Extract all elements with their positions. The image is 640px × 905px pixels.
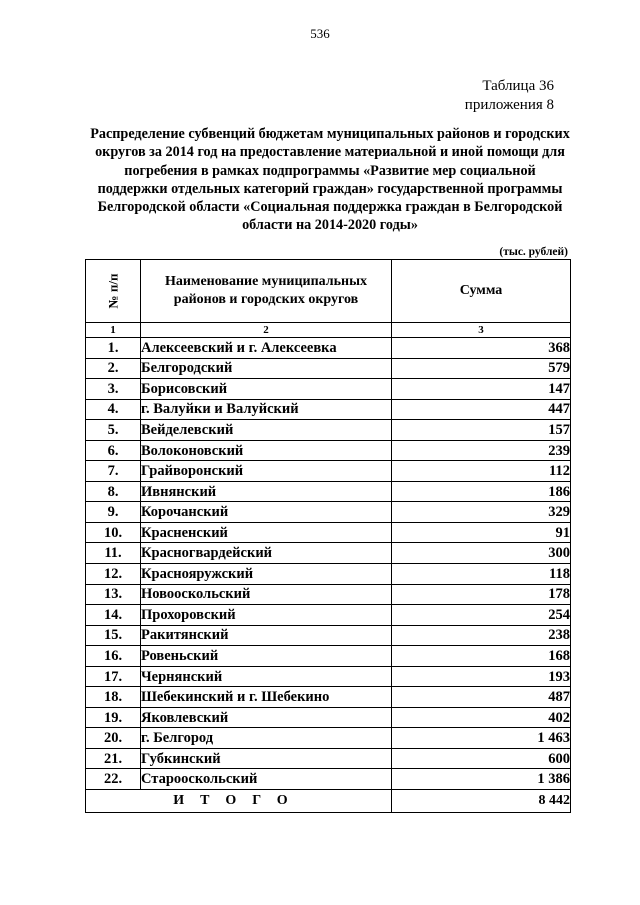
row-number: 17. — [86, 666, 141, 687]
row-district-name: Вейделевский — [141, 420, 392, 441]
row-number: 5. — [86, 420, 141, 441]
table-row — [86, 399, 571, 420]
row-sum: 157 — [392, 420, 571, 441]
row-district-name: г. Валуйки и Валуйский — [141, 399, 392, 420]
header-number — [86, 260, 141, 323]
row-number: 14. — [86, 605, 141, 626]
row-sum: 447 — [392, 399, 571, 420]
row-number: 7. — [86, 461, 141, 482]
row-sum: 238 — [392, 625, 571, 646]
row-sum: 1 463 — [392, 728, 571, 749]
row-number: 4. — [86, 399, 141, 420]
row-sum: 193 — [392, 666, 571, 687]
row-district-name: Яковлевский — [141, 707, 392, 728]
column-index: 3 — [392, 323, 571, 338]
table-row — [86, 338, 571, 359]
table-row — [86, 748, 571, 769]
row-sum: 168 — [392, 646, 571, 667]
row-number: 3. — [86, 379, 141, 400]
row-district-name: г. Белгород — [141, 728, 392, 749]
row-sum: 178 — [392, 584, 571, 605]
row-number: 21. — [86, 748, 141, 769]
row-number: 15. — [86, 625, 141, 646]
row-sum: 254 — [392, 605, 571, 626]
table-row — [86, 625, 571, 646]
header-name: Наименование муниципальных районов и городских округов — [141, 260, 392, 323]
row-number: 9. — [86, 502, 141, 523]
row-district-name: Шебекинский и г. Шебекино — [141, 687, 392, 708]
table-row — [86, 358, 571, 379]
row-sum: 329 — [392, 502, 571, 523]
units-label: (тыс. рублей) — [499, 246, 568, 258]
row-number: 19. — [86, 707, 141, 728]
row-number: 13. — [86, 584, 141, 605]
row-sum: 112 — [392, 461, 571, 482]
row-district-name: Корочанский — [141, 502, 392, 523]
header-number-label: № п/п — [105, 273, 120, 308]
table-row — [86, 769, 571, 790]
row-district-name: Алексеевский и г. Алексеевка — [141, 338, 392, 359]
table-row — [86, 379, 571, 400]
table-caption — [465, 77, 554, 115]
row-sum: 147 — [392, 379, 571, 400]
row-district-name: Красногвардейский — [141, 543, 392, 564]
table-row — [86, 605, 571, 626]
header-row — [86, 260, 571, 323]
row-sum: 300 — [392, 543, 571, 564]
table-row — [86, 646, 571, 667]
row-number: 20. — [86, 728, 141, 749]
table-row — [86, 543, 571, 564]
total-sum: 8 442 — [392, 790, 571, 813]
row-sum: 118 — [392, 564, 571, 585]
table-row — [86, 481, 571, 502]
row-district-name: Ракитянский — [141, 625, 392, 646]
row-district-name: Прохоровский — [141, 605, 392, 626]
row-district-name: Борисовский — [141, 379, 392, 400]
row-sum: 1 386 — [392, 769, 571, 790]
table-row — [86, 666, 571, 687]
column-index: 1 — [86, 323, 141, 338]
row-district-name: Ровеньский — [141, 646, 392, 667]
table-row — [86, 502, 571, 523]
caption-table-number: Таблица 36 — [482, 78, 554, 94]
table-row — [86, 584, 571, 605]
row-sum: 579 — [392, 358, 571, 379]
row-sum: 600 — [392, 748, 571, 769]
table-row — [86, 707, 571, 728]
table-row — [86, 564, 571, 585]
row-number: 22. — [86, 769, 141, 790]
row-number: 2. — [86, 358, 141, 379]
row-sum: 487 — [392, 687, 571, 708]
row-sum: 368 — [392, 338, 571, 359]
column-index-row — [86, 323, 571, 338]
row-sum: 186 — [392, 481, 571, 502]
caption-appendix: приложения 8 — [464, 97, 554, 113]
row-district-name: Губкинский — [141, 748, 392, 769]
table-row — [86, 687, 571, 708]
row-district-name: Старооскольский — [141, 769, 392, 790]
row-district-name: Краснояружский — [141, 564, 392, 585]
row-district-name: Новооскольский — [141, 584, 392, 605]
row-number: 18. — [86, 687, 141, 708]
total-row — [86, 790, 571, 813]
total-label: ИТОГО — [86, 790, 392, 813]
row-number: 1. — [86, 338, 141, 359]
row-sum: 402 — [392, 707, 571, 728]
row-number: 12. — [86, 564, 141, 585]
row-district-name: Волоконовский — [141, 440, 392, 461]
row-sum: 91 — [392, 522, 571, 543]
row-number: 10. — [86, 522, 141, 543]
page-number: 536 — [310, 26, 330, 41]
row-number: 8. — [86, 481, 141, 502]
table-row — [86, 420, 571, 441]
row-district-name: Белгородский — [141, 358, 392, 379]
row-number: 11. — [86, 543, 141, 564]
table-row — [86, 440, 571, 461]
column-index: 2 — [141, 323, 392, 338]
row-sum: 239 — [392, 440, 571, 461]
table-row — [86, 728, 571, 749]
header-sum: Сумма — [392, 260, 571, 323]
document-title: Распределение субвенций бюджетам муниципальных районов и городских округов за 2014 год на предоставление материальной и иной помощи для погребения в рамках подпрограммы «Развитие мер социальной поддержки отдельных категорий граждан» государственной программы Белгородской области «Социальная поддержка граждан в Белгородской области на 2014-2020 годы» — [90, 126, 570, 234]
row-district-name: Грайворонский — [141, 461, 392, 482]
table-row — [86, 522, 571, 543]
row-district-name: Красненский — [141, 522, 392, 543]
row-number: 6. — [86, 440, 141, 461]
row-district-name: Чернянский — [141, 666, 392, 687]
row-number: 16. — [86, 646, 141, 667]
table-row — [86, 461, 571, 482]
subvention-table — [85, 259, 571, 813]
row-district-name: Ивнянский — [141, 481, 392, 502]
